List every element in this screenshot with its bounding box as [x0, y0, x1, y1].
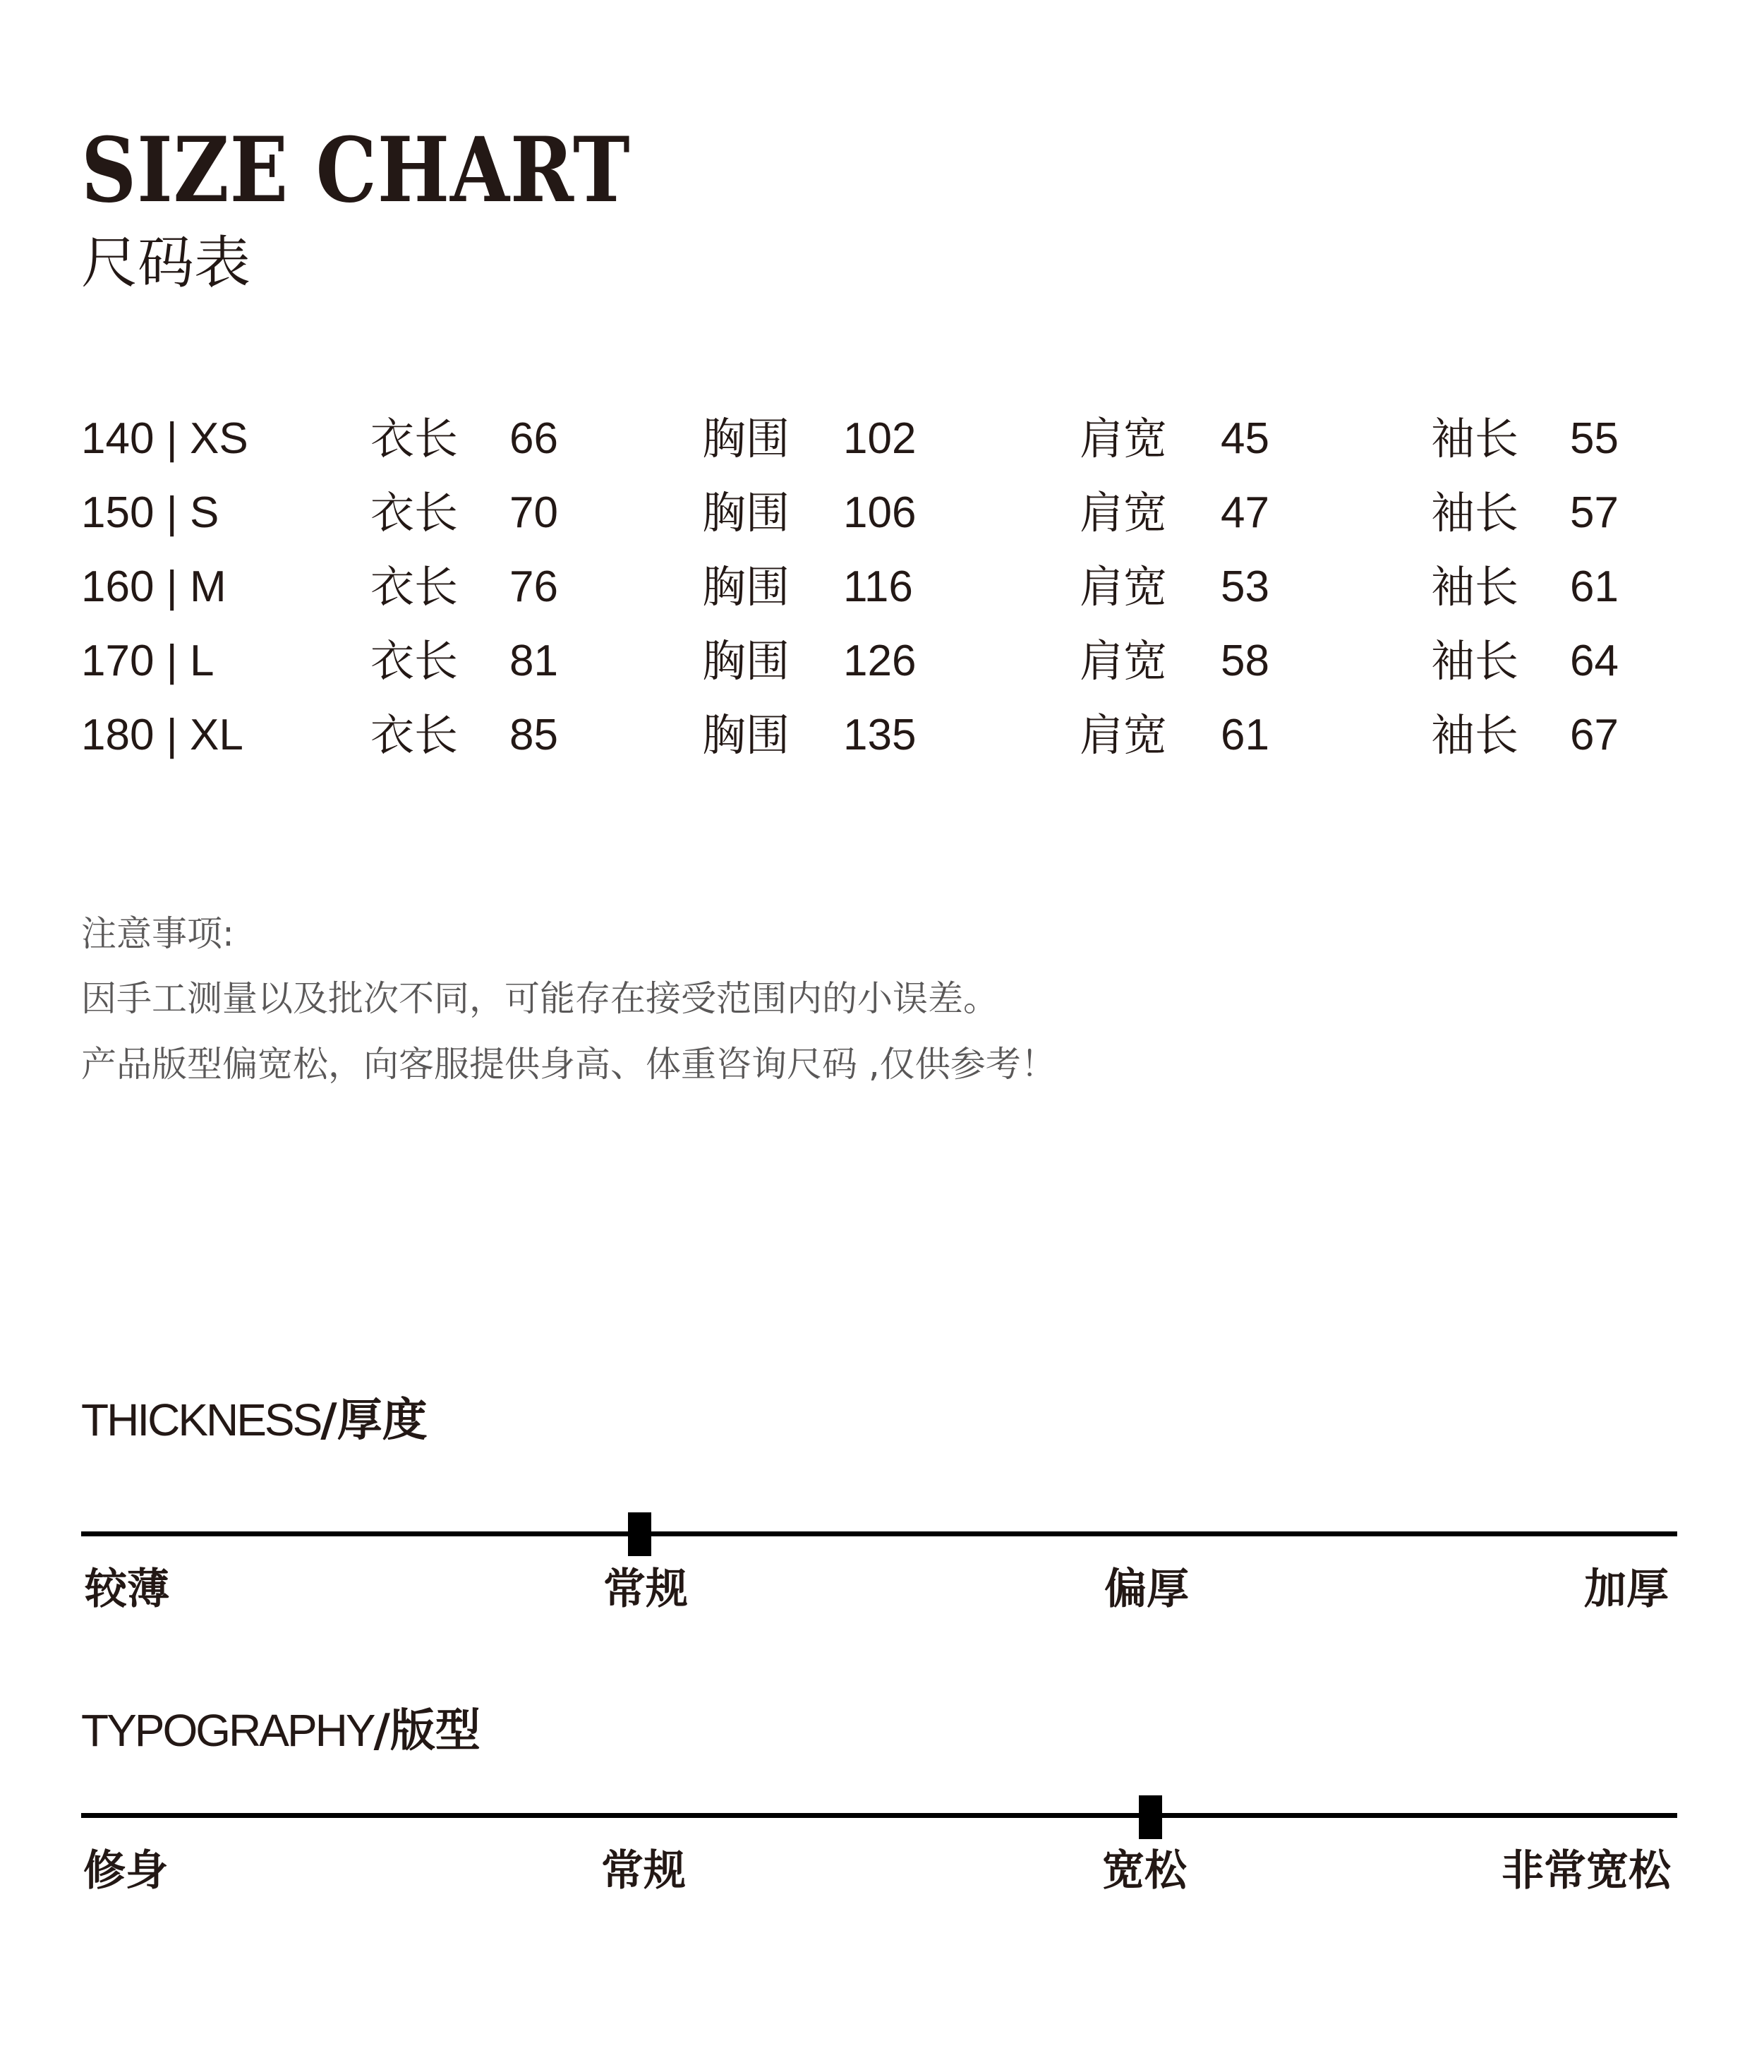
chest-label: 胸围 — [702, 413, 790, 464]
sleeve-value: 55 — [1570, 414, 1619, 463]
fit-tick: 修身 — [83, 1846, 168, 1896]
chest-value: 106 — [843, 488, 917, 537]
chest-value: 102 — [843, 414, 917, 463]
sleeve-label: 袖长 — [1431, 413, 1519, 464]
shoulder-label: 肩宽 — [1080, 413, 1168, 464]
length-value: 66 — [509, 414, 558, 463]
length-label: 衣长 — [370, 709, 459, 761]
chest-label: 胸围 — [702, 487, 790, 538]
chest-value: 126 — [843, 637, 917, 685]
page-title: SIZE CHART — [81, 118, 631, 222]
size-label: 160 | M — [81, 562, 226, 611]
thickness-marker — [628, 1512, 651, 1556]
fit-marker — [1139, 1795, 1162, 1839]
size-label: 140 | XS — [81, 414, 248, 463]
thickness-tick: 常规 — [603, 1565, 688, 1614]
length-label: 衣长 — [370, 635, 459, 687]
chest-label: 胸围 — [702, 561, 790, 613]
size-row — [0, 709, 1764, 787]
size-label: 170 | L — [81, 637, 215, 685]
notes-line: 产品版型偏宽松，向客服提供身高、体重咨询尺码 ,仅供参考！ — [81, 1044, 1056, 1085]
sleeve-label: 袖长 — [1431, 487, 1519, 538]
length-value: 81 — [509, 637, 558, 685]
fit-tick: 宽松 — [1102, 1846, 1187, 1896]
shoulder-label: 肩宽 — [1080, 635, 1168, 687]
length-value: 76 — [509, 562, 558, 611]
length-label: 衣长 — [370, 487, 459, 538]
shoulder-label: 肩宽 — [1080, 561, 1168, 613]
fit-title — [81, 1705, 481, 1757]
fit-title-cn: /版型 — [373, 1705, 481, 1757]
thickness-title — [81, 1395, 428, 1447]
thickness-tick: 较薄 — [85, 1565, 169, 1614]
sleeve-label: 袖长 — [1431, 561, 1519, 613]
size-label: 150 | S — [81, 488, 219, 537]
shoulder-value: 47 — [1221, 488, 1269, 537]
shoulder-value: 53 — [1221, 562, 1269, 611]
thickness-title-en: THICKNESS — [81, 1395, 321, 1445]
fit-tick: 非常宽松 — [1502, 1846, 1671, 1896]
notes-heading: 注意事项: — [81, 913, 234, 954]
fit-title-en: TYPOGRAPHY — [81, 1705, 374, 1756]
size-label: 180 | XL — [81, 711, 243, 759]
length-label: 衣长 — [370, 413, 459, 464]
fit-tick: 常规 — [601, 1846, 686, 1896]
length-label: 衣长 — [370, 561, 459, 613]
sleeve-label: 袖长 — [1431, 635, 1519, 687]
chest-label: 胸围 — [702, 709, 790, 761]
size-row — [0, 561, 1764, 639]
chest-value: 116 — [843, 562, 913, 611]
length-value: 85 — [509, 711, 558, 759]
thickness-tick: 加厚 — [1584, 1565, 1669, 1614]
fit-bar — [81, 1813, 1677, 1818]
shoulder-value: 45 — [1221, 414, 1269, 463]
chest-value: 135 — [843, 711, 917, 759]
thickness-tick: 偏厚 — [1104, 1565, 1189, 1614]
sleeve-value: 64 — [1570, 637, 1619, 685]
thickness-title-cn: /厚度 — [320, 1395, 428, 1447]
size-row — [0, 413, 1764, 490]
size-row — [0, 635, 1764, 713]
sleeve-value: 57 — [1570, 488, 1619, 537]
length-value: 70 — [509, 488, 558, 537]
size-row — [0, 487, 1764, 565]
shoulder-value: 58 — [1221, 637, 1269, 685]
shoulder-value: 61 — [1221, 711, 1269, 759]
notes-line: 因手工测量以及批次不同，可能存在接受范围内的小误差。 — [81, 978, 998, 1019]
sleeve-value: 67 — [1570, 711, 1619, 759]
page-subtitle: 尺码表 — [81, 230, 250, 296]
shoulder-label: 肩宽 — [1080, 487, 1168, 538]
thickness-bar — [81, 1531, 1677, 1536]
chest-label: 胸围 — [702, 635, 790, 687]
sleeve-label: 袖长 — [1431, 709, 1519, 761]
sleeve-value: 61 — [1570, 562, 1619, 611]
shoulder-label: 肩宽 — [1080, 709, 1168, 761]
